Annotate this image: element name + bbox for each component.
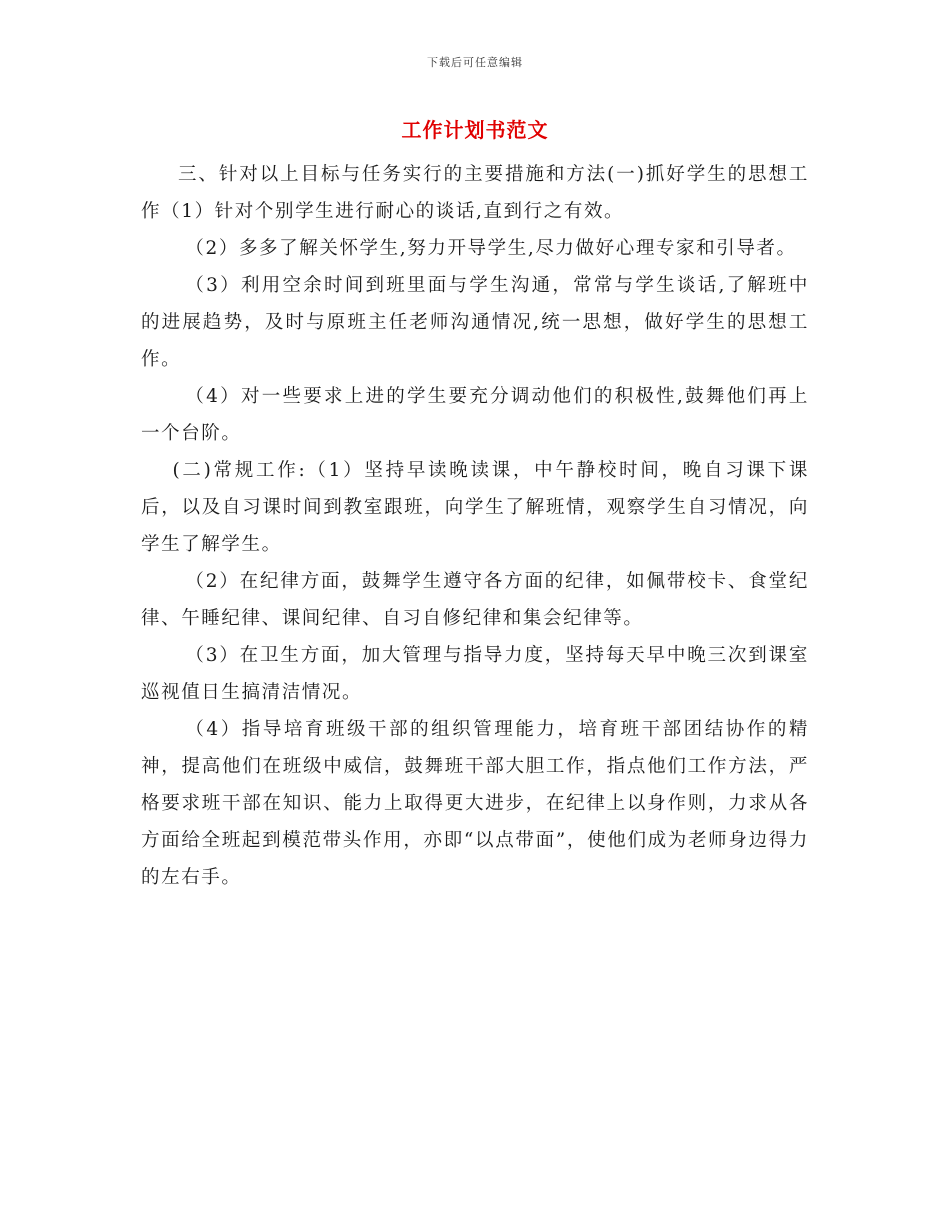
paragraph-measures-intro: 三、针对以上目标与任务实行的主要措施和方法(一)抓好学生的思想工作（1）针对个别学生进行耐心的谈话,直到行之有效。	[141, 164, 809, 222]
paragraph-item-4: （4）对一些要求上进的学生要充分调动他们的积极性,鼓舞他们再上一个台阶。	[141, 386, 809, 444]
paragraph-hygiene: （3）在卫生方面，加大管理与指导力度，坚持每天早中晚三次到课室巡视值日生搞清洁情况。	[141, 645, 809, 703]
paragraph-item-3: （3）利用空余时间到班里面与学生沟通，常常与学生谈话,了解班中的进展趋势，及时与原班主任老师沟通情况,统一思想，做好学生的思想工作。	[141, 275, 809, 370]
document-title: 工作计划书范文	[401, 118, 549, 142]
document-body	[141, 156, 809, 896]
paragraph-routine-work: (二)常规工作:（1）坚持早读晚读课，中午静校时间，晚自习课下课后，以及自习课时间到教室跟班，向学生了解班情，观察学生自习情况，向学生了解学生。	[141, 460, 809, 555]
paragraph-discipline: （2）在纪律方面，鼓舞学生遵守各方面的纪律，如佩带校卡、食堂纪律、午睡纪律、课间纪律、自习自修纪律和集会纪律等。	[141, 571, 809, 629]
header-note: 下载后可任意编辑	[427, 56, 523, 69]
paragraph-item-2: （2）多多了解关怀学生,努力开导学生,尽力做好心理专家和引导者。	[185, 238, 797, 259]
paragraph-class-cadres: （4）指导培育班级干部的组织管理能力，培育班干部团结协作的精神，提高他们在班级中威信，鼓舞班干部大胆工作，指点他们工作方法，严格要求班干部在知识、能力上取得更大进步，在纪律上以身作则，力求从各方面给全班起到模范带头作用，亦即“以点带面”，使他们成为老师身边得力的左右手。	[141, 719, 809, 888]
